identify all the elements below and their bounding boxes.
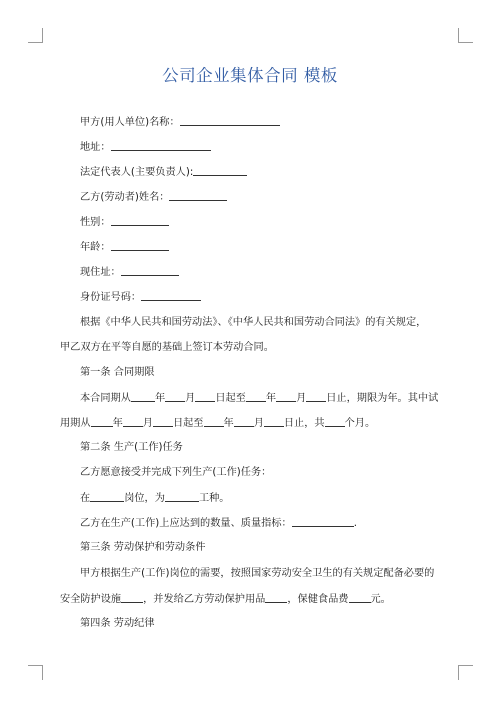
term-end-day-blank[interactable] (306, 391, 326, 402)
probation-term-line: 用期从 年 月 日起至 年 月 日止，共 个月。 (60, 418, 376, 429)
probation-end-day-blank[interactable] (264, 416, 284, 427)
term-end-year-blank[interactable] (246, 391, 266, 402)
article-3-heading: 第三条 劳动保护和劳动条件 (80, 542, 206, 553)
crop-mark-bottom-right (458, 665, 473, 680)
article-3-line-2: 安全防护设施 ，并发给乙方劳动保护用品 ，保健食品费 元。 (60, 594, 391, 605)
term-start-month-blank[interactable] (165, 391, 185, 402)
intro-line-2: 甲乙双方在平等自愿的基础上签订本劳动合同。 (60, 342, 274, 353)
age-field: 年龄： (80, 240, 169, 255)
probation-months-blank[interactable] (325, 416, 345, 427)
contract-term-line: 本合同期从 年 月 日起至 年 月 日止，期限为年。其中试 (80, 393, 439, 404)
probation-start-day-blank[interactable] (153, 416, 173, 427)
party-a-name-field: 甲方(用人单位)名称： (80, 115, 280, 130)
age-blank[interactable] (111, 240, 169, 251)
document-title: 公司企业集体合同 模板 (162, 66, 338, 85)
article-2-intro: 乙方愿意接受并完成下列生产(工作)任务： (80, 467, 272, 478)
gender-blank[interactable] (111, 215, 169, 226)
article-2-heading: 第二条 生产(工作)任务 (80, 442, 183, 453)
term-start-day-blank[interactable] (195, 391, 215, 402)
article-3-line-1: 甲方根据生产(工作)岗位的需要，按照国家劳动安全卫生的有关规定配备必要的 (80, 568, 435, 579)
crop-mark-top-left (28, 28, 43, 43)
quota-line: 乙方在生产(工作)上应达到的数量、质量指标： . (80, 518, 357, 529)
article-1-heading: 第一条 合同期限 (80, 367, 155, 378)
article-4-heading: 第四条 劳动纪律 (80, 618, 155, 629)
term-end-month-blank[interactable] (276, 391, 296, 402)
position-line: 在 岗位，为 工种。 (80, 493, 230, 504)
residence-field: 现住址： (80, 265, 179, 280)
address-blank[interactable] (111, 140, 211, 151)
id-number-blank[interactable] (141, 290, 201, 301)
quota-blank[interactable] (292, 516, 354, 527)
crop-mark-top-right (458, 28, 473, 43)
term-start-year-blank[interactable] (131, 391, 155, 402)
probation-start-month-blank[interactable] (123, 416, 143, 427)
intro-line-1: 根据《中华人民共和国劳动法》、《中华人民共和国劳动合同法》的有关规定， (80, 317, 427, 328)
address-field: 地址： (80, 140, 211, 155)
legal-rep-field: 法定代表人(主要负责人): (80, 165, 247, 180)
probation-start-year-blank[interactable] (91, 416, 113, 427)
protective-gear-blank[interactable] (265, 592, 287, 603)
probation-end-year-blank[interactable] (204, 416, 224, 427)
party-a-name-blank[interactable] (180, 115, 280, 126)
health-food-fee-blank[interactable] (349, 592, 371, 603)
party-b-name-field: 乙方(劳动者)姓名： (80, 190, 227, 205)
party-b-name-blank[interactable] (169, 190, 227, 201)
position-blank[interactable] (90, 491, 124, 502)
residence-blank[interactable] (121, 265, 179, 276)
probation-end-month-blank[interactable] (234, 416, 254, 427)
safety-facilities-blank[interactable] (121, 592, 143, 603)
gender-field: 性别： (80, 215, 169, 230)
id-number-field: 身份证号码： (80, 290, 201, 305)
work-type-blank[interactable] (165, 491, 199, 502)
crop-mark-bottom-left (28, 665, 43, 680)
legal-rep-blank[interactable] (193, 165, 247, 176)
